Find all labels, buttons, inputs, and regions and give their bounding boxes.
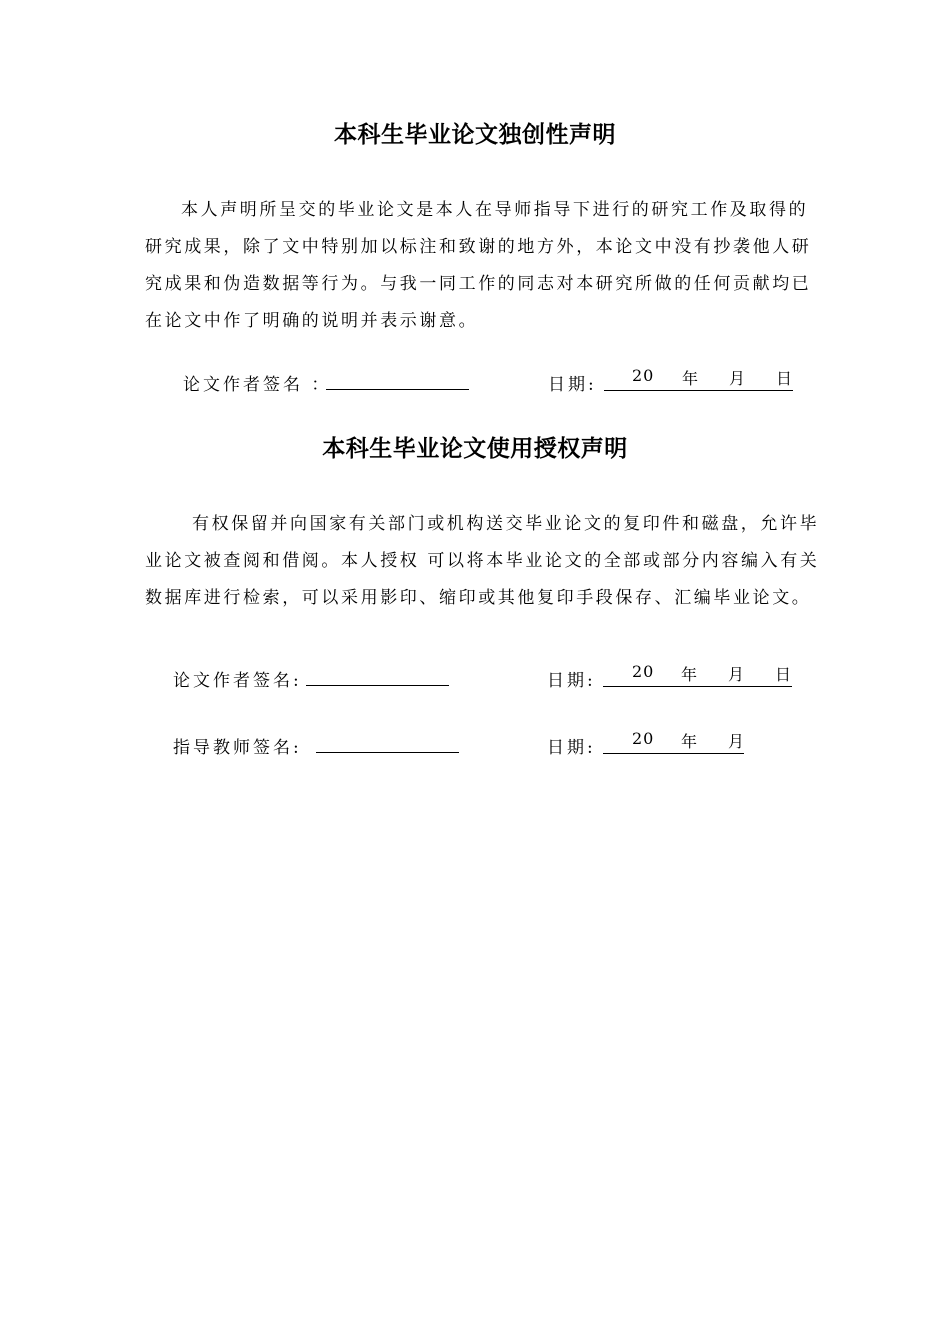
advisor-date-month-unit: 月: [728, 732, 746, 751]
author-date-month-unit: 月: [728, 665, 746, 684]
originality-line-2: 研究成果，除了文中特别加以标注和致谢的地方外，本论文中没有抄袭他人研: [145, 237, 812, 257]
authorization-line-3: 数据库进行检索，可以采用影印、缩印或其他复印手段保存、汇编毕业论文。: [145, 588, 812, 608]
date-year-prefix: 20: [632, 366, 655, 385]
date-day-unit: 日: [776, 369, 794, 388]
date-label: 日期:: [548, 375, 597, 395]
author-date-year-prefix: 20: [632, 662, 655, 681]
advisor-date-year-unit: 年: [681, 732, 699, 751]
author-date-label: 日期:: [547, 671, 596, 691]
originality-line-4: 在论文中作了明确的说明并表示谢意。: [145, 311, 479, 331]
date-year-unit: 年: [682, 369, 700, 388]
date-field[interactable]: [604, 366, 793, 391]
advisor-date-field[interactable]: [603, 729, 744, 754]
author-date-day-unit: 日: [775, 665, 793, 684]
originality-title: 本科生毕业论文独创性声明: [334, 122, 616, 148]
authorization-line-1: 有权保留并向国家有关部门或机构送交毕业论文的复印件和磁盘，允许毕: [192, 514, 820, 534]
advisor-date-label: 日期:: [547, 738, 596, 758]
authorization-line-2: 业论文被查阅和借阅。本人授权 可以将本毕业论文的全部或部分内容编入有关: [145, 551, 820, 571]
advisor-signature-label: 指导教师签名:: [173, 738, 302, 758]
authorization-title: 本科生毕业论文使用授权声明: [322, 436, 628, 462]
advisor-signature-field[interactable]: [316, 734, 459, 753]
author-date-field[interactable]: [603, 662, 792, 687]
author-signature-field[interactable]: [326, 371, 469, 390]
date-month-unit: 月: [729, 369, 747, 388]
author-signature-field-2[interactable]: [306, 667, 449, 686]
author-signature-label-2: 论文作者签名:: [173, 671, 302, 691]
originality-line-3: 究成果和伪造数据等行为。与我一同工作的同志对本研究所做的任何贡献均已: [145, 274, 812, 294]
originality-line-1: 本人声明所呈交的毕业论文是本人在导师指导下进行的研究工作及取得的: [181, 200, 809, 220]
author-date-year-unit: 年: [681, 665, 699, 684]
author-signature-label: 论文作者签名 ：: [183, 375, 332, 395]
advisor-date-year-prefix: 20: [632, 729, 655, 748]
